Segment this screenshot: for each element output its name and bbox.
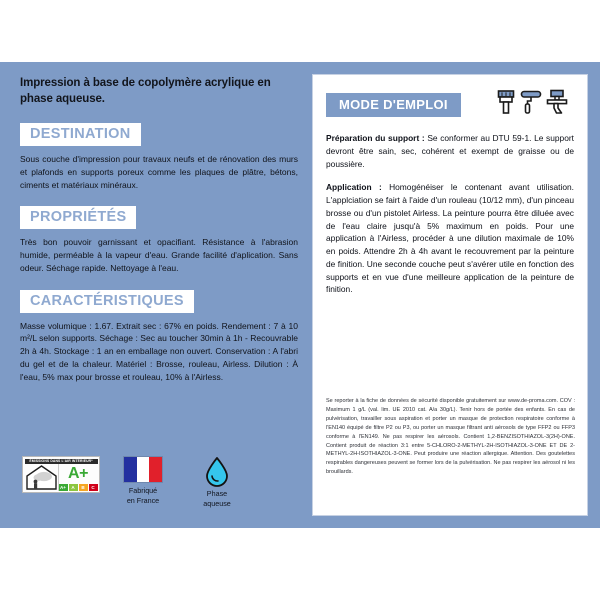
water-based-badge <box>186 456 248 508</box>
section-body-destination: Sous couche d'impression pour travaux neufs et de rénovation des murs et plafonds en supports poreux comme les plaques de plâtre, bétons, ciments et matériaux minéraux. <box>20 154 298 190</box>
paintbrush-icon <box>496 89 516 120</box>
section-proprietes <box>20 206 298 274</box>
paragraph-application-label: Application : <box>326 182 382 193</box>
page-title: Impression à base de copolymère acrylique en phase aqueuse. <box>20 77 271 105</box>
paragraph-preparation-label: Préparation du support : <box>326 133 425 143</box>
certification-badges <box>22 456 302 522</box>
voc-emissions-label <box>22 456 100 493</box>
made-in-france-line1: Fabriqué <box>128 486 158 495</box>
section-heading-proprietes: PROPRIÉTÉS <box>20 206 136 229</box>
house-icon <box>25 464 59 491</box>
paint-roller-icon <box>520 89 542 120</box>
mode-demploi-card <box>312 74 588 516</box>
section-heading-caracteristiques: CARACTÉRISTIQUES <box>20 290 194 313</box>
water-based-line1: Phase <box>206 489 228 498</box>
section-body-caracteristiques: Masse volumique : 1.67. Extrait sec : 67% en poids. Rendement : 7 à 10 m²/L selon supports. Séchage : Sec au toucher 30min à 1h - Recouvrable 2h à 4h. Stockage : 1 an en emballage non ouvert. Conservation : A l'abri du gel et de la chaleur. Matériel : Brosse, rouleau, Airless. Dilution : À l'eau, 5% max pour brosse et rouleau, 10% à l'Airless. <box>20 320 298 382</box>
made-in-france-line2: en France <box>126 495 160 505</box>
water-based-caption <box>186 489 248 508</box>
spray-gun-icon <box>546 89 568 120</box>
voc-label-header: ÉMISSIONS DANS L'AIR INTÉRIEUR* <box>25 459 98 464</box>
paragraph-preparation-text: Se conformer au DTU 59-1. Le support devront être sain, sec, cohérent et exempt de graisse ou de poussière. <box>326 133 574 169</box>
voc-label-body <box>25 464 98 491</box>
section-body-proprietes: Très bon pouvoir garnissant et opacifiant. Résistance à l'abrasion humide, perméable à la vapeur d'eau. Grande facilité d'aplication. Sans odeur. Séchage rapide. Nettoyage à l'eau. <box>20 237 298 273</box>
voc-scale-cell-aplus: A+ <box>59 484 69 491</box>
section-caracteristiques <box>20 290 298 384</box>
application-tool-icons <box>496 89 574 120</box>
voc-grade-scale <box>59 484 98 491</box>
product-datasheet-panel <box>0 62 600 528</box>
voc-scale-cell-c: C <box>89 484 98 491</box>
voc-grade-area <box>59 464 98 491</box>
left-column <box>20 76 298 398</box>
mode-demploi-header <box>326 89 574 120</box>
water-drop-icon <box>204 456 230 487</box>
section-heading-destination: DESTINATION <box>20 123 141 146</box>
voc-scale-cell-a: A <box>69 484 79 491</box>
paragraph-application <box>326 181 574 296</box>
section-destination <box>20 123 298 191</box>
paragraph-preparation <box>326 132 574 170</box>
made-in-france-badge <box>112 456 174 505</box>
water-based-line2: aqueuse <box>203 498 231 508</box>
paragraph-application-text: Homogénéiser le contenant avant utilisation. L'applciation se fairt à l'aide d'un rouleau (10/12 mm), d'un pinceau brosse ou d'un pistolet Airless. La peinture pourra être diluée avec de l'eau claire jusqu'à 5% maximum en poids. Pour une application à l'Airless, procéder à une dilution maximale de 10% en poids. Attendre 2h à 4h avant le recouvrement par la peinture de finition. Une seconde couche peut s'avérer utile en fonction des supports et en vue d'une meilleure application de la peinture de finition. <box>326 182 575 295</box>
made-in-france-caption <box>112 486 174 505</box>
section-heading-mode-demploi: MODE D'EMPLOI <box>326 93 461 117</box>
voc-grade-value: A+ <box>68 464 88 482</box>
safety-fine-print: Se reporter à la fiche de données de sécurité disponible gratuitement sur www.de-proma.com. COV : Maximum 1 g/L (val. lim. UE 2010 cat. A/a 30g/L). Tenir hors de portée des enfants. En cas de pulvérisation, travailler sous aspiration et porter un masque de protection respiratoire conforme à l'EN140 équipé de filtre P2 ou P3, ou porter un masque filtrant anti aérosols de type FFP2 ou FFP3 conforme à l'EN149. Ne pas respirer les aérosols. Contient 1,2-BENZISOTHIAZOL-3(2H)-ONE. Contient produit de réaction 3:1 entre 5-CHLORO-2-METHYL-2H-ISOTHIAZOL-3-ONE ET DE 2-METHYL-2H-ISOTHIAZOL-3-ONE. Peut produire une réaction allergique. Attention. Des goutelettes respirables dangereuses peuvent se former lors de la pulvérisation. Ne pas respirer les aérosol ni les brouillards. <box>326 398 575 476</box>
french-flag-icon <box>123 456 163 483</box>
voc-scale-cell-b: B <box>79 484 89 491</box>
